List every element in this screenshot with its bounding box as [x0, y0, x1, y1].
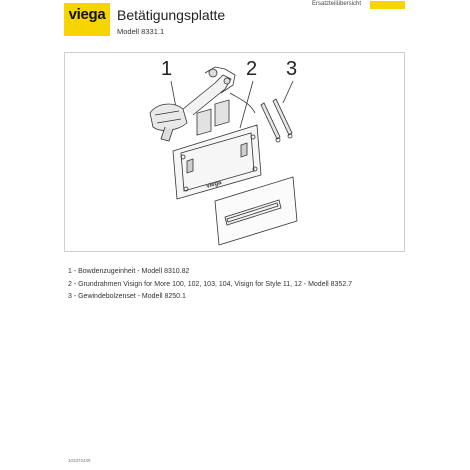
- leader-line-3: [283, 81, 293, 103]
- parts-list-item: 2 - Grundrahmen Visign for More 100, 102, 103, 104, Visign for Style 11, 12 - Modell 8352.7: [68, 280, 353, 288]
- parts-list: [68, 266, 352, 304]
- callout-1: 1: [161, 58, 173, 80]
- model-subtitle: Modell 8331.1: [117, 27, 165, 36]
- document-id: 103372439: [68, 458, 91, 463]
- parts-list-item: 3 - Gewindebolzenset - Modell 8250.1: [68, 293, 186, 300]
- logo-text: viega: [68, 6, 106, 23]
- category-label: Ersatzteilübersicht: [312, 1, 362, 7]
- cover-plate-illustration: [215, 177, 297, 245]
- callout-3: 3: [286, 58, 298, 80]
- threaded-bolt-set-illustration: [261, 99, 292, 142]
- callout-2: 2: [246, 58, 258, 80]
- drawing-svg: [65, 53, 406, 253]
- page-title: Betätigungsplatte: [117, 7, 226, 23]
- exploded-drawing: [64, 52, 405, 252]
- parts-list-item: 1 - Bowdenzugeinheit - Modell 8310.82: [68, 268, 190, 275]
- viega-logo: [64, 3, 110, 36]
- leader-line-2: [240, 81, 253, 128]
- category-bar: [370, 1, 405, 9]
- frame-brand-label: viega: [205, 179, 223, 190]
